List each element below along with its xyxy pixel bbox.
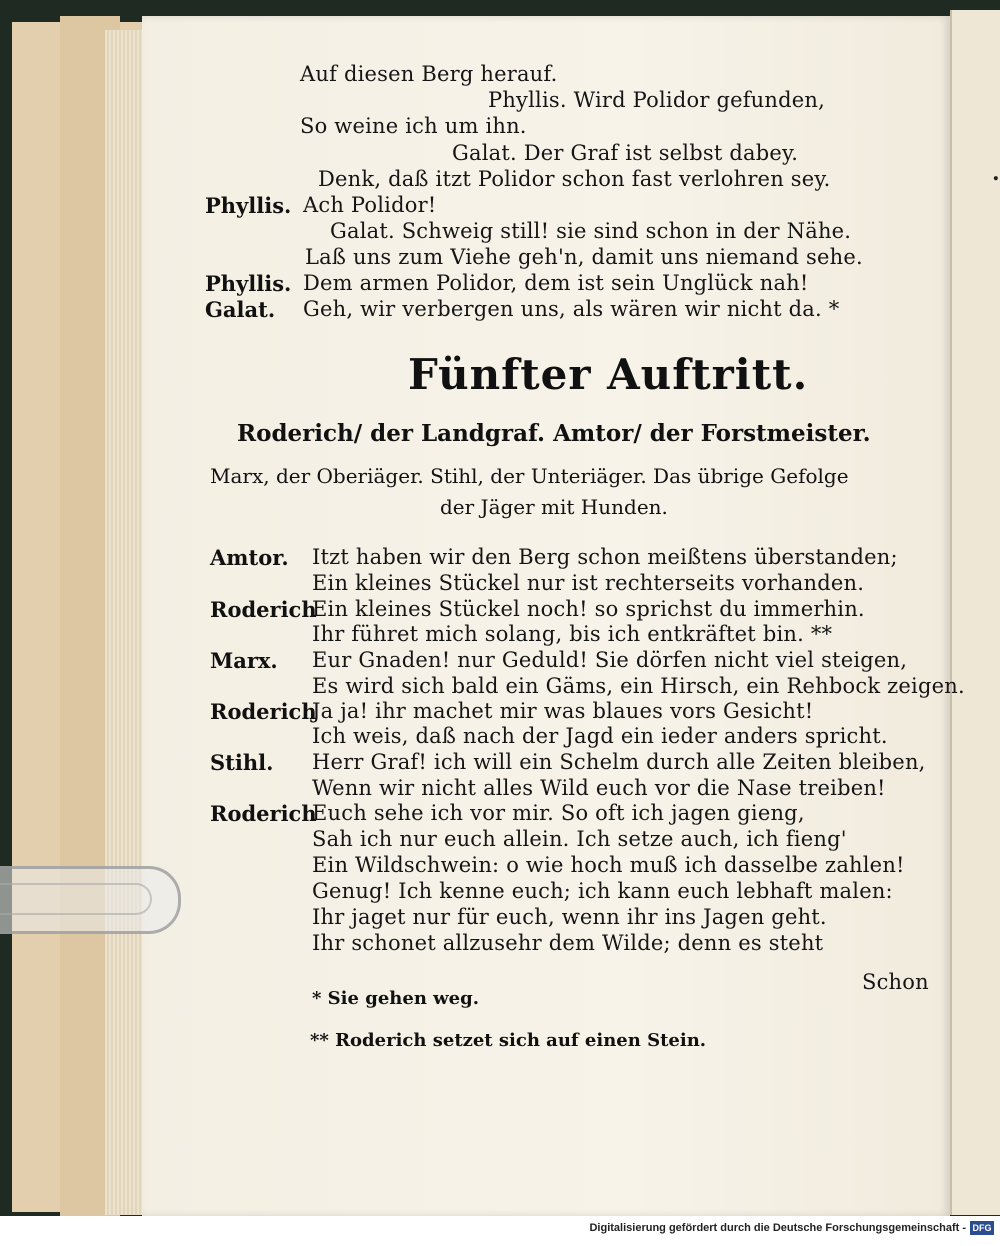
dialogue-line: Genug! Ich kenne euch; ich kann euch lebhaft malen: xyxy=(312,879,893,903)
text-line: Galat. Der Graf ist selbst dabey. xyxy=(452,141,799,165)
dialogue-line: Galat. Schweig still! sie sind schon in der Nähe. xyxy=(330,219,852,243)
dialogue-line: Ihr jaget nur für euch, wenn ihr ins Jagen geht. xyxy=(312,905,827,929)
dialogue-line: Herr Graf! ich will ein Schelm durch alle Zeiten bleiben, xyxy=(312,750,926,774)
dialogue-line: Itzt haben wir den Berg schon meißtens überstanden; xyxy=(312,545,898,569)
dialogue-line: Ach Polidor! xyxy=(303,193,437,217)
speaker-label: Roderich xyxy=(210,597,317,622)
dialogue-line: Wenn wir nicht alles Wild euch vor die Nase treiben! xyxy=(312,776,886,800)
dialogue-line: Ein kleines Stückel noch! so sprichst du immerhin. xyxy=(312,597,865,621)
cast-line: Roderich/ der Landgraf. Amtor/ der Forstmeister. xyxy=(237,420,871,447)
speaker-label: Amtor. xyxy=(210,545,289,570)
speaker-label: Galat. xyxy=(205,297,276,322)
digitization-credit: Digitalisierung gefördert durch die Deutsche Forschungsgemeinschaft - xyxy=(589,1222,966,1234)
dialogue-line: Ich weis, daß nach der Jagd ein ieder anders spricht. xyxy=(312,724,888,748)
text-line: Denk, daß itzt Polidor schon fast verlohren sey. xyxy=(318,167,831,191)
dialogue-line: Geh, wir verbergen uns, als wären wir nicht da. * xyxy=(303,297,840,321)
scene-heading: Fünfter Auftritt. xyxy=(408,350,809,399)
speaker-label: Stihl. xyxy=(210,750,274,775)
edge-glyph: . xyxy=(992,160,1000,186)
dialogue-line: Es wird sich bald ein Gäms, ein Hirsch, ein Rehbock zeigen. xyxy=(312,674,965,698)
dialogue-line: Laß uns zum Viehe geh'n, damit uns niemand sehe. xyxy=(305,245,863,269)
dialogue-line: Ein Wildschwein: o wie hoch muß ich dasselbe zahlen! xyxy=(312,853,905,877)
speaker-label: Roderich xyxy=(210,801,317,826)
catchword: Schon xyxy=(862,970,929,994)
dialogue-line: Dem armen Polidor, dem ist sein Unglück nah! xyxy=(303,271,809,295)
cast-line: der Jäger mit Hunden. xyxy=(440,495,668,519)
text-line: So weine ich um ihn. xyxy=(300,114,527,138)
speaker-label: Marx. xyxy=(210,648,278,673)
dialogue-line: Sah ich nur euch allein. Ich setze auch, ich fieng' xyxy=(312,827,847,851)
speaker-label: Phyllis. xyxy=(205,271,292,296)
dialogue-line: Ein kleines Stückel nur ist rechterseits vorhanden. xyxy=(312,571,865,595)
speaker-label: Roderich xyxy=(210,699,317,724)
text-line: Phyllis. Wird Polidor gefunden, xyxy=(488,88,826,112)
dialogue-line: Ihr schonet allzusehr dem Wilde; denn es steht xyxy=(312,931,824,955)
text-line: Auf diesen Berg herauf. xyxy=(300,62,558,86)
dialogue-line: Eur Gnaden! nur Geduld! Sie dörfen nicht viel steigen, xyxy=(312,648,908,672)
adjacent-page-edge xyxy=(950,10,1000,1215)
cast-line: Marx, der Oberiäger. Stihl, der Unteriäger. Das übrige Gefolge xyxy=(210,464,849,488)
dialogue-line: Ja ja! ihr machet mir was blaues vors Gesicht! xyxy=(312,699,814,723)
dfg-logo: DFG xyxy=(970,1221,994,1235)
page-clip-holder xyxy=(0,866,181,934)
dialogue-line: Euch sehe ich vor mir. So oft ich jagen gieng, xyxy=(312,801,805,825)
footnote: ** Roderich setzet sich auf einen Stein. xyxy=(310,1030,707,1051)
dialogue-line: Ihr führet mich solang, bis ich entkräftet bin. ** xyxy=(312,622,833,646)
footnote: * Sie gehen weg. xyxy=(312,988,479,1009)
speaker-label: Phyllis. xyxy=(205,193,292,218)
